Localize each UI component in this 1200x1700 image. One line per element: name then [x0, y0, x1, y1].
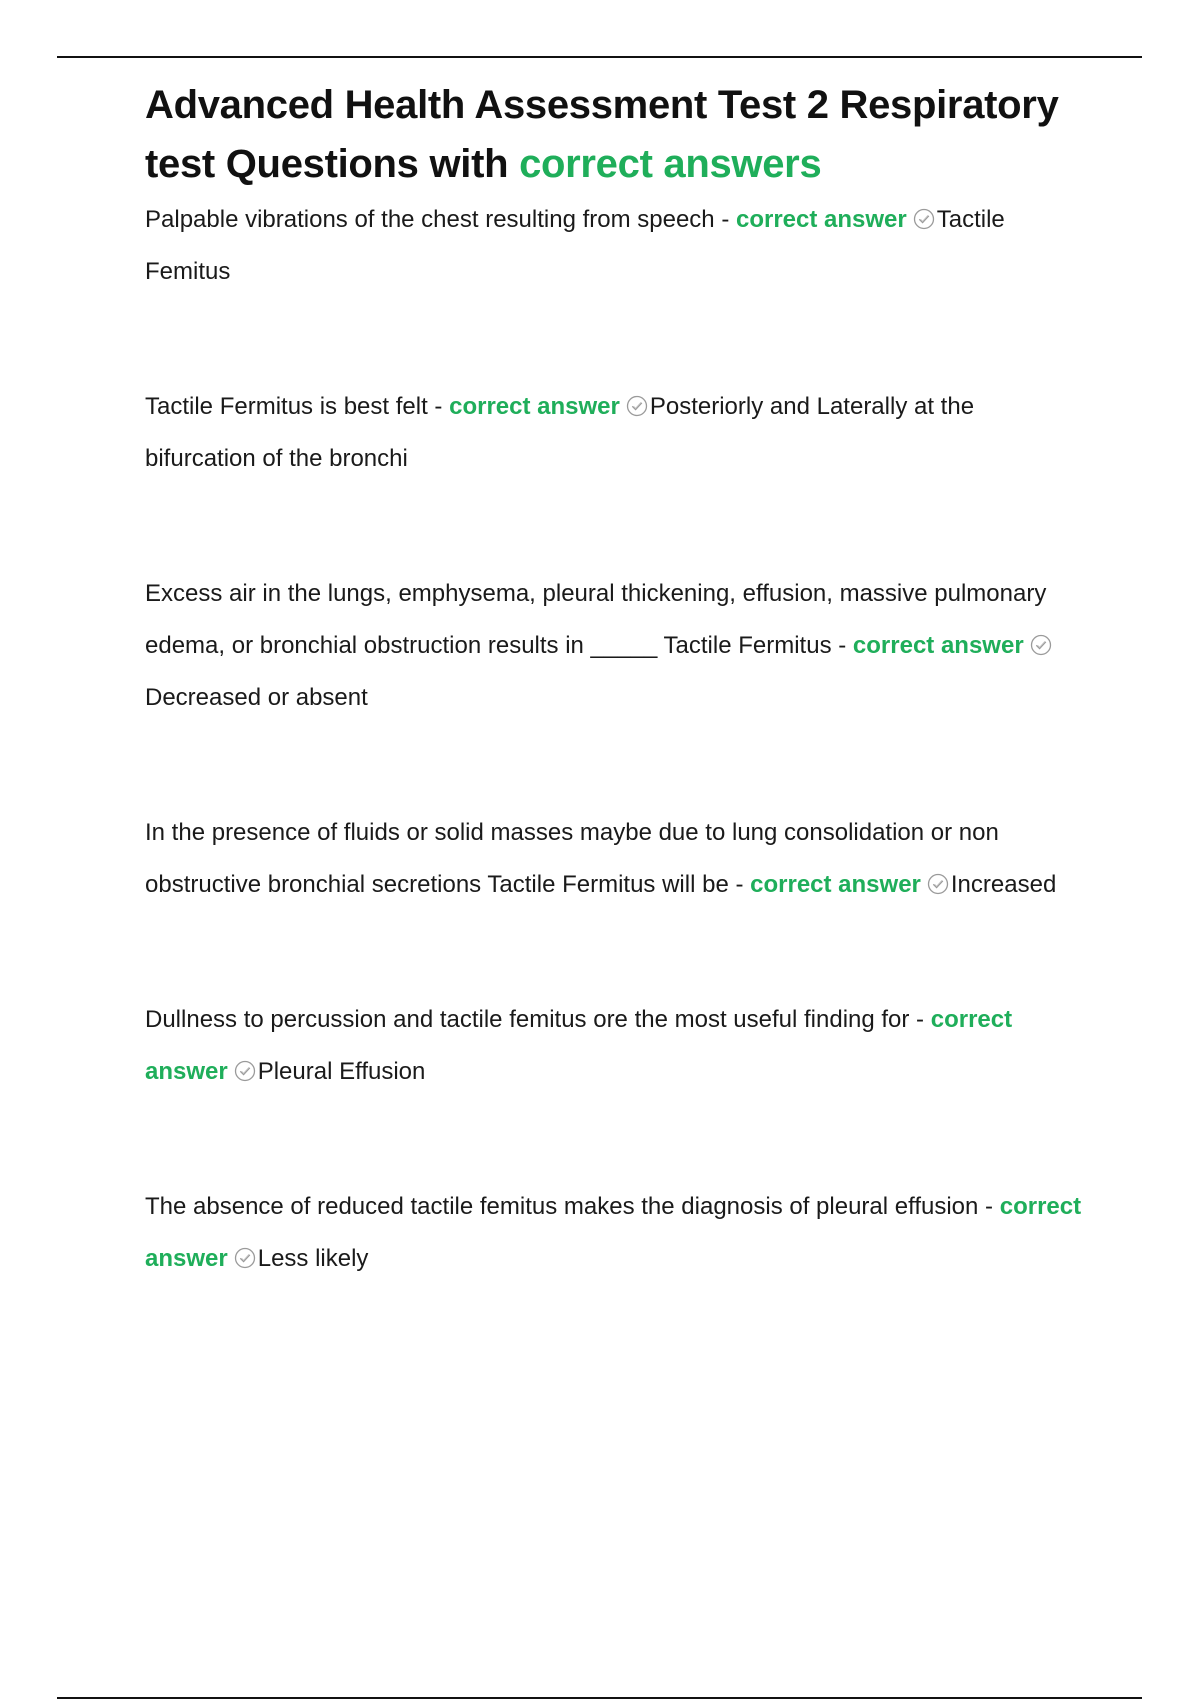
answer-marker: correct answer: [145, 1193, 1082, 1272]
qa-item: [145, 1181, 1090, 1285]
answer-text: Less likely: [257, 1245, 369, 1272]
answer-marker: correct answer: [750, 871, 921, 898]
check-circle-icon: [234, 1247, 256, 1269]
question-text: Excess air in the lungs, emphysema, pleural thickening, effusion, massive pulmonary edema, or bronchial obstruction results in _____ Tactile Fermitus -: [145, 580, 1047, 659]
title-main: Advanced Health Assessment Test 2 Respiratory test Questions with: [145, 83, 1059, 186]
answer-marker: correct answer: [449, 393, 620, 420]
answer-marker: correct answer: [145, 1006, 1013, 1085]
qa-item: [145, 381, 1090, 485]
question-text: Palpable vibrations of the chest resulting from speech -: [145, 206, 730, 233]
question-text: Tactile Fermitus is best felt -: [145, 393, 443, 420]
answer-text: Pleural Effusion: [257, 1058, 426, 1085]
check-circle-icon: [913, 208, 935, 230]
qa-list: [145, 194, 1090, 1285]
qa-item: [145, 994, 1090, 1098]
bottom-rule: [57, 1697, 1142, 1699]
answer-marker: correct answer: [852, 632, 1024, 659]
question-text: Dullness to percussion and tactile femitus ore the most useful finding for -: [145, 1006, 925, 1033]
qa-item: [145, 568, 1090, 724]
answer-text: Increased: [950, 871, 1057, 898]
document-body: [145, 76, 1090, 1368]
check-circle-icon: [927, 873, 949, 895]
qa-item: [145, 807, 1090, 911]
question-text: In the presence of fluids or solid masses maybe due to lung consolidation or non obstructive bronchial secretions Tactile Fermitus will be -: [145, 819, 999, 898]
answer-text: Decreased or absent: [145, 684, 368, 711]
qa-item: [145, 194, 1090, 298]
question-text: The absence of reduced tactile femitus makes the diagnosis of pleural effusion -: [145, 1193, 994, 1220]
check-circle-icon: [626, 395, 648, 417]
answer-text: Tactile Femitus: [145, 206, 1005, 285]
title-accent: correct answers: [519, 142, 822, 186]
check-circle-icon: [1030, 634, 1052, 656]
top-rule: [57, 56, 1142, 58]
check-circle-icon: [234, 1060, 256, 1082]
answer-marker: correct answer: [735, 206, 907, 233]
answer-text: Posteriorly and Laterally at the bifurcation of the bronchi: [145, 393, 975, 472]
document-title: [145, 76, 1090, 194]
